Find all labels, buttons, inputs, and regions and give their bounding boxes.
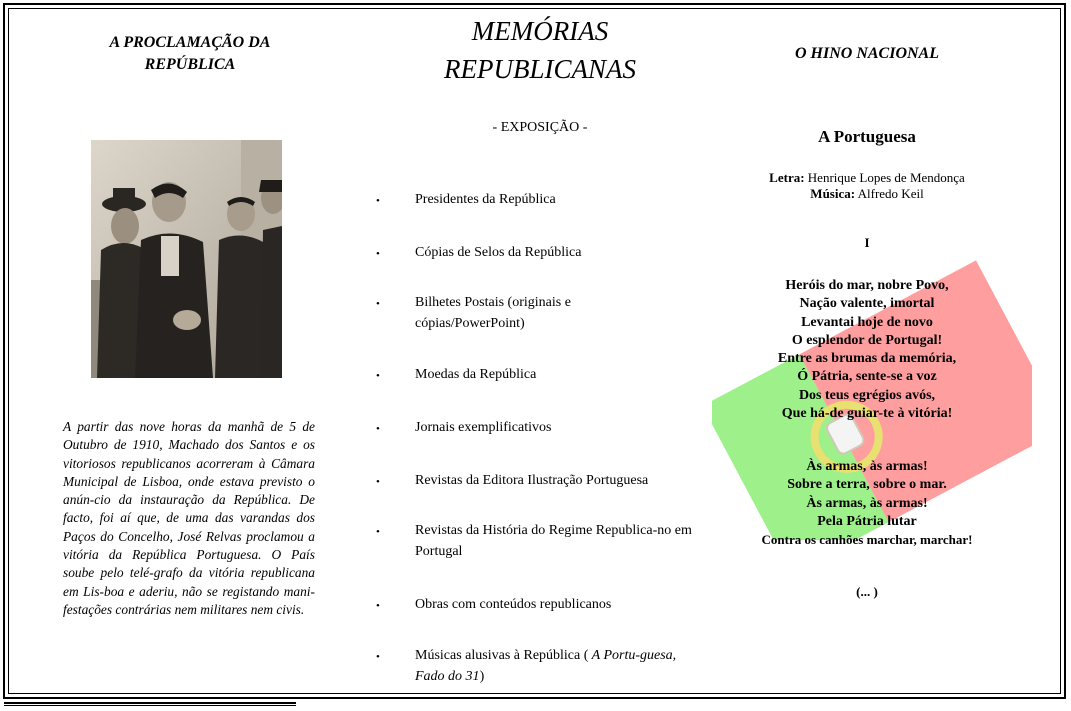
verse-line: Heróis do mar, nobre Povo, xyxy=(785,278,949,293)
chorus-line: Às armas, às armas! xyxy=(806,459,928,474)
exhibition-subtitle: - EXPOSIÇÃO - xyxy=(492,120,588,135)
list-item-text-italic: A Portu-guesa, Fado do 31 xyxy=(415,648,677,684)
list-item-text: Bilhetes Postais (originais e cópias/PowerPoint) xyxy=(415,295,571,331)
stanza-number: I xyxy=(864,235,870,250)
list-item-text: Revistas da Editora Ilustração Portuguesa xyxy=(415,473,649,488)
bottom-rule xyxy=(4,702,296,706)
bullet-icon: • xyxy=(376,195,380,207)
bullet-icon: • xyxy=(376,651,380,663)
list-item-text-plain: Músicas alusivas à República ( xyxy=(415,648,589,663)
bullet-icon: • xyxy=(376,423,380,435)
verse-line: O esplendor de Portugal! xyxy=(791,332,943,348)
bullet-icon: • xyxy=(376,476,380,488)
proclamation-paragraph: A partir das nove horas da manhã de 5 de Outubro de 1910, Machado dos Santos e os vitoriosos republicanos acorreram à Câmara Municipal de Lisboa, onde estava previsto o anún-cio da instauração da República. De facto, foi aí que, de uma das varandas dos Paços do Concelho, José Relvas proclamou a vitória da República Portuguesa. O País soube pelo telé-grafo da vitória republicana em Lis-boa e aderiu, não se registando mani-festações contrárias nem militares nem civis. xyxy=(63,419,315,617)
exhibition-title xyxy=(370,12,710,88)
right-column xyxy=(712,0,1032,700)
lyrics-label: Letra: xyxy=(769,170,805,185)
verse-line: Levantai hoje de novo xyxy=(801,314,933,330)
anthem-credits xyxy=(712,170,1022,202)
proclamation-title-line1: A PROCLAMAÇÃO DA xyxy=(109,34,271,51)
music-label: Música: xyxy=(810,186,856,201)
list-item-text: Cópias de Selos da República xyxy=(415,245,582,260)
list-item-text: Moedas da República xyxy=(415,367,537,382)
bullet-icon: • xyxy=(376,526,380,538)
middle-column xyxy=(370,0,700,700)
continuation-mark: (... ) xyxy=(856,584,878,599)
list-item-text: Revistas da História do Regime Republica-no em Portugal xyxy=(415,523,692,559)
bullet-icon: • xyxy=(376,248,380,260)
chorus-line: Sobre a terra, sobre o mar. xyxy=(787,477,947,493)
verse-line: Entre as brumas da memória, xyxy=(777,351,957,367)
chorus-line: Pela Pátria lutar xyxy=(817,513,917,529)
verse-line: Dos teus egrégios avós, xyxy=(798,387,936,403)
music-author: Alfredo Keil xyxy=(857,186,924,201)
verse-line: Nação valente, imortal xyxy=(799,296,935,312)
bullet-icon: • xyxy=(376,370,380,382)
proclamation-title xyxy=(60,32,320,76)
list-item-text xyxy=(415,645,685,687)
lyrics-author: Henrique Lopes de Mendonça xyxy=(807,170,965,185)
list-item-text: Obras com conteúdos republicanos xyxy=(415,597,612,612)
exhibition-title-line2: REPUBLICANAS xyxy=(444,54,636,84)
list-item-text-end: ) xyxy=(479,669,485,684)
historical-photo xyxy=(91,140,282,378)
verse-line: Que há-de guiar-te à vitória! xyxy=(781,406,953,422)
exhibition-title-line1: MEMÓRIAS xyxy=(471,16,609,46)
anthem-name: A Portuguesa xyxy=(818,127,916,146)
verse-block xyxy=(712,277,1022,423)
verse-line: Ó Pátria, sente-se a voz xyxy=(797,369,937,385)
bullet-icon: • xyxy=(376,600,380,612)
bullet-icon: • xyxy=(376,298,380,310)
chorus-line: Às armas, às armas! xyxy=(806,495,928,511)
left-column xyxy=(60,0,320,700)
chorus-block xyxy=(712,458,1022,549)
chorus-line: Contra os canhões marchar, marchar! xyxy=(761,532,973,548)
proclamation-title-line2: REPÚBLICA xyxy=(144,56,236,73)
list-item-text: Jornais exemplificativos xyxy=(415,420,552,435)
anthem-section-title: O HINO NACIONAL xyxy=(794,45,939,62)
list-item-text: Presidentes da República xyxy=(415,192,556,207)
